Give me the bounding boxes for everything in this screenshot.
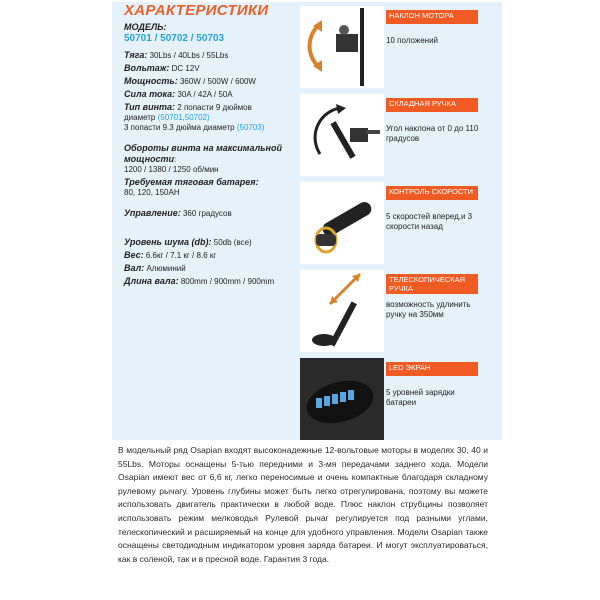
spec-row-weight: Вес: 6.6кг / 7.1 кг / 8.6 кг xyxy=(124,250,217,260)
feature-telescopic-handle xyxy=(300,270,500,352)
feature-motor-tilt xyxy=(300,6,500,88)
feature-led-screen xyxy=(300,358,500,440)
spec-row-length: Длина вала: 800mm / 900mm / 900mm xyxy=(124,276,275,286)
led-screen-icon xyxy=(300,358,384,440)
feature-heading: НАКЛОН МОТОРА xyxy=(386,10,478,24)
model-label: МОДЕЛЬ: xyxy=(124,22,167,32)
feature-heading: ТЕЛЕСКОПИЧЕСКАЯ РУЧКА xyxy=(386,274,478,294)
page-title: ХАРАКТЕРИСТИКИ xyxy=(124,2,269,19)
feature-speed-control xyxy=(300,182,500,264)
feature-description: 5 скоростей вперед,и 3 скорости назад xyxy=(386,212,473,231)
feature-folding-handle xyxy=(300,94,500,176)
feature-description: 5 уровней зарядки батареи xyxy=(386,388,455,407)
spec-row-thrust: Тяга: 30Lbs / 40Lbs / 55Lbs xyxy=(124,50,229,60)
feature-heading: LED ЭКРАН xyxy=(386,362,478,376)
spec-row-rpm: Обороты винта на максимальной мощности: 1200 / 1380 / 1250 об/мин xyxy=(124,143,282,174)
motor-tilt-icon xyxy=(300,6,384,88)
description-paragraph: В модельный ряд Osapian входят высоконадежные 12-вольтовые моторы в моделях 30, 40 и 55Lbs. Моторы оснащены 5-тью передними и 3-мя передачами заднего хода. Модели Osapian имеют вес от 6,6 кг, легко переносимые и очень компактные благодаря складному рулевому рычагу. Уровень глубины может быть легко отрегулирована, поэтому вы можете использовать двигатель практически в любой воде. Плюс наклон струбцины позволяет использовать режим мелководья Рулевой рычаг регулируется под разными углами, телескопический и расширяемый на конце для удобного управления. Модели Osapian также оснащены светодиодным индикатором уровня заряда батареи. И могут эксплуатироваться, как в соленой, так и в пресной воде. Гарантия 3 года. xyxy=(118,445,488,564)
spec-row-battery: Требуемая тяговая батарея: 80, 120, 150AH xyxy=(124,177,259,197)
spec-row-voltage: Вольтаж: DC 12V xyxy=(124,63,200,73)
spec-row-current: Сила тока: 30A / 42A / 50A xyxy=(124,89,233,99)
spec-row-power: Мощность: 360W / 500W / 600W xyxy=(124,76,256,86)
specs-column xyxy=(124,2,304,289)
feature-description: возможность удлинить ручку на 350мм xyxy=(386,300,471,319)
spec-row-noise: Уровень шума (db): 50db (все) xyxy=(124,237,252,247)
feature-description: Угол наклона от 0 до 110 градусов xyxy=(386,124,479,143)
spec-row-shaft: Вал: Алюминий xyxy=(124,263,186,273)
spec-row-control: Управление: 360 градусов xyxy=(124,208,232,218)
feature-heading: КОНТРОЛЬ СКОРОСТИ xyxy=(386,186,478,200)
speed-control-icon xyxy=(300,182,384,264)
telescopic-handle-icon xyxy=(300,270,384,352)
spec-row-screw: Тип винта: 2 попасти 9 дюймов диаметр (50701,50702) 3 попасти 9.3 дюйма диаметр (50703) xyxy=(124,102,265,132)
feature-heading: СКЛАДНАЯ РУЧКА xyxy=(386,98,478,112)
feature-description: 10 положений xyxy=(386,36,438,45)
folding-handle-icon xyxy=(300,94,384,176)
model-codes: 50701 / 50702 / 50703 xyxy=(124,33,225,44)
